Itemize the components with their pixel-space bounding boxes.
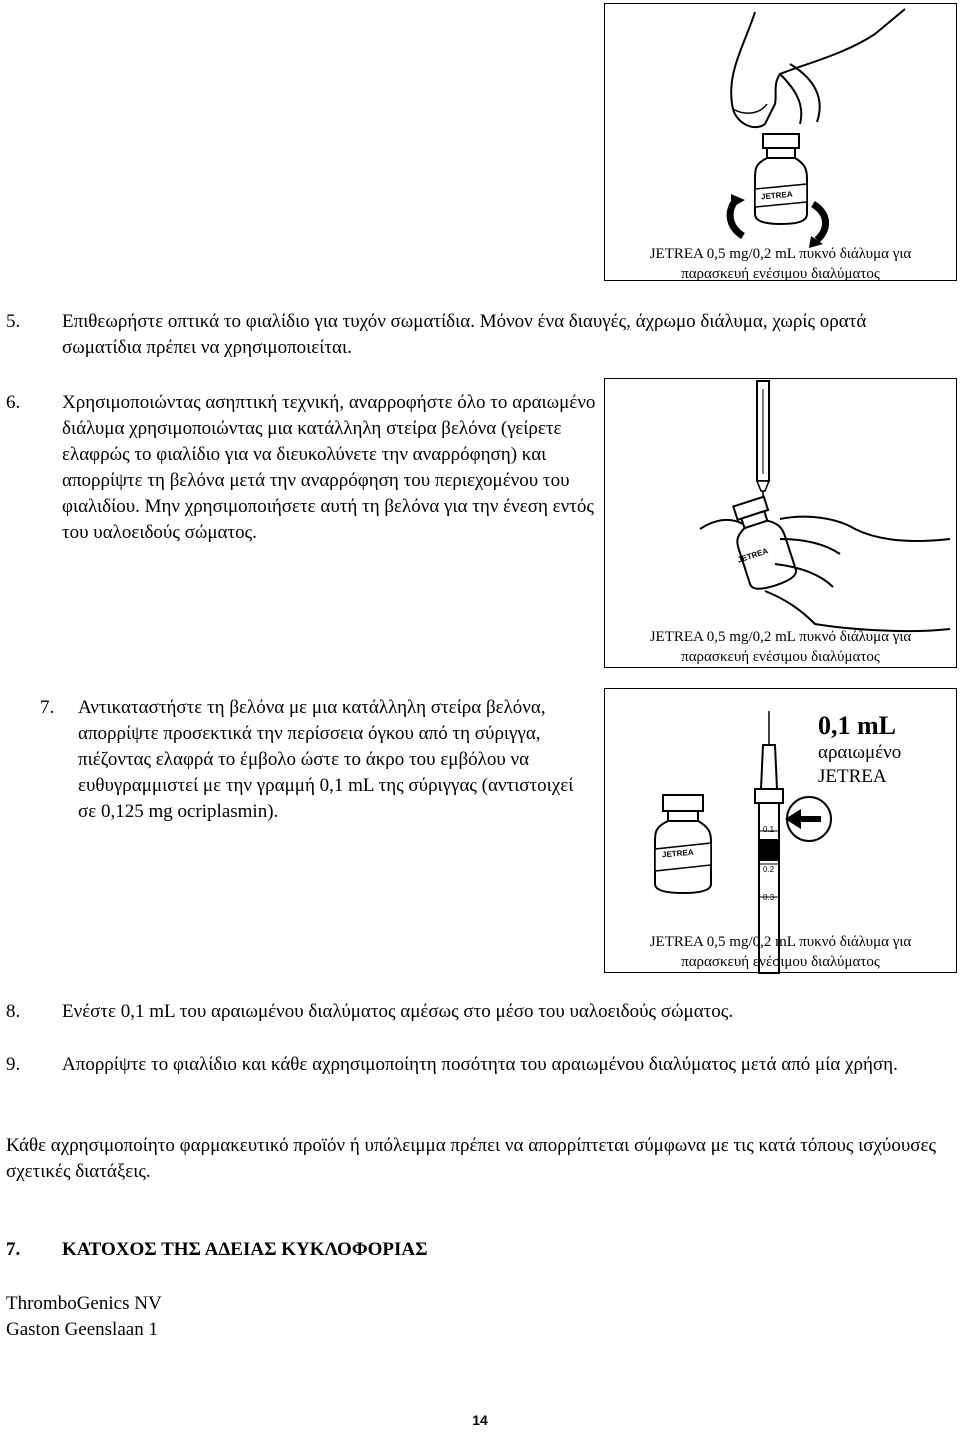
withdraw-vial-label: JETREA xyxy=(736,546,770,565)
step-7-number: 7. xyxy=(40,697,55,718)
dose-vial-label: JETREA xyxy=(661,847,694,860)
holder-address xyxy=(6,1291,606,1343)
step-5 xyxy=(6,309,936,361)
figure2-caption-line1: JETREA 0,5 mg/0,2 mL πυκνό διάλυμα για xyxy=(649,629,912,645)
step-7-text: Αντικαταστήστε τη βελόνα με μια κατάλληλη στείρα βελόνα, απορρίψτε προσεκτικά την περίσσεια όγκου από τη σύριγγα, πιέζοντας ελαφρά το έμβολο ώστε το άκρο του εμβόλου να ευθυγραμμιστεί με την γραμμή 0,1 mL της σύριγγας (αντιστοιχεί σε 0,125 mg ocriplasmin). xyxy=(78,697,574,822)
section-7-number: 7. xyxy=(6,1239,21,1260)
scale-label-0-3: 0.3 xyxy=(763,893,775,902)
dose-desc-line2: JETREA xyxy=(818,766,887,787)
step-8-text: Ενέστε 0,1 mL του αραιωμένου διαλύματος αμέσως στο μέσο του υαλοειδούς σώματος. xyxy=(62,1001,734,1022)
figure1-caption-line2: παρασκευή ενέσιμου διαλύματος xyxy=(681,266,880,282)
holder-street: Gaston Geenslaan 1 xyxy=(6,1319,158,1340)
step-6 xyxy=(6,390,596,546)
step-6-text: Χρησιμοποιώντας ασηπτική τεχνική, αναρροφήστε όλο το αραιωμένο διάλυμα χρησιμοποιώντας μια κατάλληλη στείρα βελόνα (γείρετε ελαφρώς το φιαλίδιο για να διευκολύνετε την αναρρόφηση) και απορρίψτε τη βελόνα μετά την αναρρόφηση του περιεχομένου του φιαλιδίου. Μην χρησιμοποιήσετε αυτή τη βελόνα για την ένεση εντός του υαλοειδούς σώματος. xyxy=(62,392,596,543)
page-number: 14 xyxy=(472,1412,488,1428)
holder-name: ThromboGenics NV xyxy=(6,1293,162,1314)
step-9-number: 9. xyxy=(6,1054,21,1075)
figure-swirl-vial xyxy=(604,3,957,281)
step-6-number: 6. xyxy=(6,392,21,413)
figure3-caption-line2: παρασκευή ενέσιμου διαλύματος xyxy=(681,954,880,970)
step-5-number: 5. xyxy=(6,311,21,332)
figure1-caption xyxy=(605,244,956,284)
disposal-text: Κάθε αχρησιμοποίητο φαρμακευτικό προϊόν ή υπόλειμμα πρέπει να απορρίπτεται σύμφωνα με τις κατά τόπους ισχύουσες σχετικές διατάξεις. xyxy=(6,1135,936,1182)
swirl-vial-label: JETREA xyxy=(760,189,793,202)
section-7-heading xyxy=(6,1239,428,1261)
step-8-number: 8. xyxy=(6,1001,21,1022)
figure-withdraw-solution xyxy=(604,378,957,668)
step-8 xyxy=(6,999,936,1025)
withdraw-solution-illustration xyxy=(605,379,956,667)
dose-desc-line1: αραιωμένο xyxy=(818,742,902,763)
scale-label-0-1: 0.1 xyxy=(763,825,775,834)
step-9-text: Απορρίψτε το φιαλίδιο και κάθε αχρησιμοποίητη ποσότητα του αραιωμένου διαλύματος μετά από μία χρήση. xyxy=(62,1054,898,1075)
figure3-caption xyxy=(605,932,956,972)
section-7-title: ΚΑΤΟΧΟΣ ΤΗΣ ΑΔΕΙΑΣ ΚΥΚΛΟΦΟΡΙΑΣ xyxy=(62,1239,428,1260)
figure1-caption-line1: JETREA 0,5 mg/0,2 mL πυκνό διάλυμα για xyxy=(649,246,912,262)
syringe-dose-illustration xyxy=(605,689,956,972)
dose-value: 0,1 mL xyxy=(818,711,896,740)
figure3-caption-line1: JETREA 0,5 mg/0,2 mL πυκνό διάλυμα για xyxy=(649,934,912,950)
step-7 xyxy=(6,695,586,825)
step-5-text: Επιθεωρήστε οπτικά το φιαλίδιο για τυχόν σωματίδια. Μόνον ένα διαυγές, άχρωμο διάλυμα, χωρίς ορατά σωματίδια πρέπει να χρησιμοποιείται. xyxy=(62,311,867,358)
dose-callout xyxy=(818,711,901,789)
disposal-paragraph xyxy=(6,1133,936,1185)
figure-syringe-dose xyxy=(604,688,957,973)
step-9 xyxy=(6,1052,936,1078)
figure2-caption xyxy=(605,627,956,667)
scale-label-0-2: 0.2 xyxy=(763,865,775,874)
swirl-vial-illustration xyxy=(605,4,956,280)
figure2-caption-line2: παρασκευή ενέσιμου διαλύματος xyxy=(681,649,880,665)
